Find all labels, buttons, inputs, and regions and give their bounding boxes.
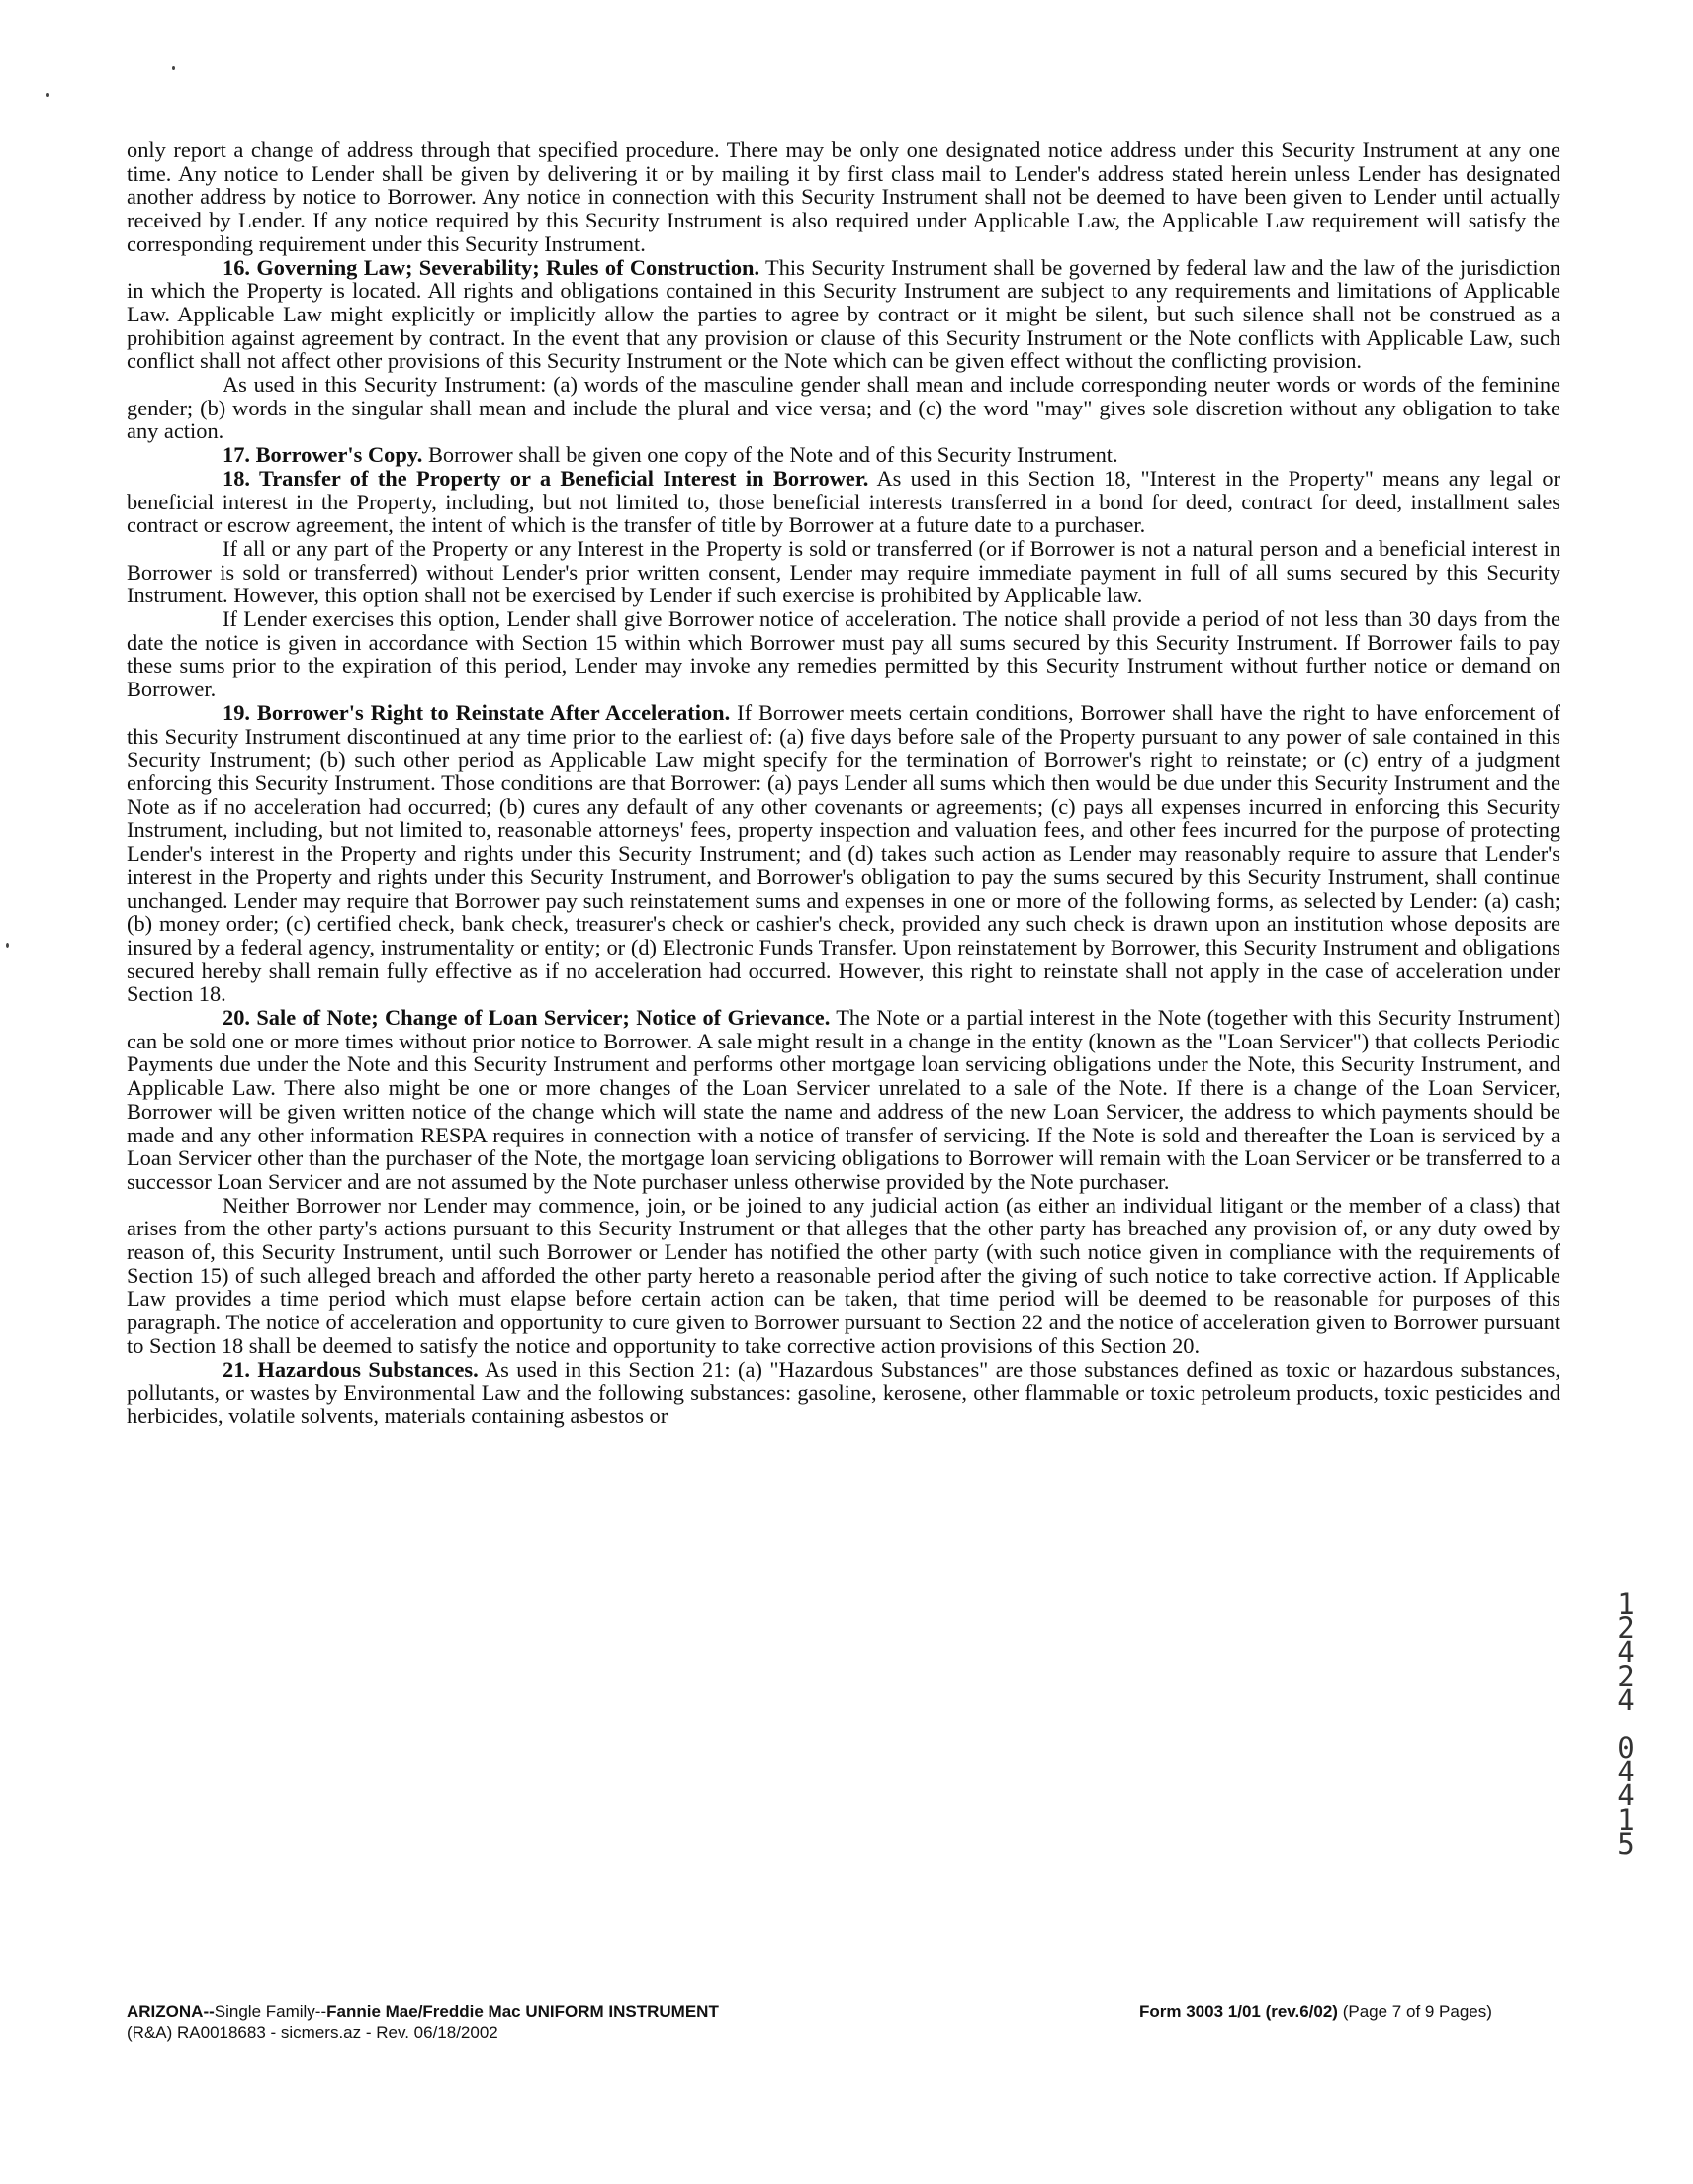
- scan-speck: [172, 66, 175, 70]
- paragraph: If all or any part of the Property or any Interest in the Property is sold or transferred (or if Borrower is not a natural person and a beneficial interest in Borrower is sold or transferred) without Lender's prior written consent, Lender may require immediate payment in full of all sums secured by this Security Instrument. However, this option shall not be exercised by Lender if such exercise is prohibited by Applicable law.: [127, 535, 1560, 608]
- footer-form-identifier: [127, 2001, 719, 2043]
- footer-revision: (R&A) RA0018683 - sicmers.az - Rev. 06/18/2002: [127, 2023, 498, 2042]
- recording-number-stamp: 1 2 4 2 4 0 4 4 1 5: [1617, 1588, 1635, 1861]
- footer-page-info: [1139, 2001, 1492, 2022]
- document-body: [127, 138, 1560, 1428]
- paragraph: 19. Borrower's Right to Reinstate After Acceleration. If Borrower meets certain conditions, Borrower shall have the right to have enforcement of this Security Instrument discontinued at any time prior to the earliest of: (a) five days before sale of the Property pursuant to any power of sale contained in this Security Instrument; (b) such other period as Applicable Law might specify for the termination of Borrower's right to reinstate; or (c) entry of a judgment enforcing this Security Instrument. Those conditions are that Borrower: (a) pays Lender all sums which then would be due under this Security Instrument and the Note as if no acceleration had occurred; (b) cures any default of any other covenants or agreements; (c) pays all expenses incurred in enforcing this Security Instrument, including, but not limited to, reasonable attorneys' fees, property inspection and valuation fees, and other fees incurred for the purpose of protecting Lender's interest in the Property and rights under this Security Instrument; and (d) takes such action as Lender may reasonably require to assure that Lender's interest in the Property and rights under this Security Instrument, and Borrower's obligation to pay the sums secured by this Security Instrument, shall continue unchanged. Lender may require that Borrower pay such reinstatement sums and expenses in one or more of the following forms, as selected by Lender: (a) cash; (b) money order; (c) certified check, bank check, treasurer's check or cashier's check, provided any such check is drawn upon an institution whose deposits are insured by a federal agency, instrumentality or entity; or (d) Electronic Funds Transfer. Upon reinstatement by Borrower, this Security Instrument and obligations secured hereby shall remain fully effective as if no acceleration had occurred. However, this right to reinstate shall not apply in the case of acceleration under Section 18.: [127, 699, 1561, 1007]
- section-heading: 16. Governing Law; Severability; Rules of Construction.: [223, 254, 760, 280]
- section-heading: 17. Borrower's Copy.: [223, 442, 423, 468]
- scan-speck: [46, 93, 49, 97]
- paragraph: only report a change of address through that specified procedure. There may be only one designated notice address under this Security Instrument at any one time. Any notice to Lender shall be given by delivering it or by mailing it by first class mail to Lender's address stated herein unless Lender has designated another address by notice to Borrower. Any notice in connection with this Security Instrument shall not be deemed to have been given to Lender until actually received by Lender. If any notice required by this Security Instrument is also required under Applicable Law, the Applicable Law requirement will satisfy the corresponding requirement under this Security Instrument.: [127, 137, 1560, 256]
- paragraph: 16. Governing Law; Severability; Rules of Construction. This Security Instrument shall be governed by federal law and the law of the jurisdiction in which the Property is located. All rights and obligations contained in this Security Instrument are subject to any requirements and limitations of Applicable Law. Applicable Law might explicitly or implicitly allow the parties to agree by contract or it might be silent, but such silence shall not be construed as a prohibition against agreement by contract. In the event that any provision or clause of this Security Instrument or the Note conflicts with Applicable Law, such conflict shall not affect other provisions of this Security Instrument or the Note which can be given effect without the conflicting provision.: [127, 254, 1560, 374]
- section-heading: 19. Borrower's Right to Reinstate After Acceleration.: [223, 699, 731, 725]
- paragraph: If Lender exercises this option, Lender shall give Borrower notice of acceleration. The notice shall provide a period of not less than 30 days from the date the notice is given in accordance with Section 15 within which Borrower must pay all sums secured by this Security Instrument. If Borrower fails to pay these sums prior to the expiration of this period, Lender may invoke any remedies permitted by this Security Instrument without further notice or demand on Borrower.: [127, 606, 1560, 702]
- paragraph: 21. Hazardous Substances. As used in this Section 21: (a) "Hazardous Substances" are those substances defined as toxic or hazardous substances, pollutants, or wastes by Environmental Law and the following substances: gasoline, kerosene, other flammable or toxic petroleum products, toxic pesticides and herbicides, volatile solvents, materials containing asbestos or: [127, 1356, 1560, 1428]
- paragraph: 18. Transfer of the Property or a Beneficial Interest in Borrower. As used in this Section 18, "Interest in the Property" means any legal or beneficial interest in the Property, including, but not limited to, those beneficial interests transferred in a bond for deed, contract for deed, installment sales contract or escrow agreement, the intent of which is the transfer of title by Borrower at a future date to a purchaser.: [127, 465, 1560, 538]
- section-heading: 21. Hazardous Substances.: [223, 1356, 479, 1382]
- paragraph: As used in this Security Instrument: (a) words of the masculine gender shall mean and include corresponding neuter words or words of the feminine gender; (b) words in the singular shall mean and include the plural and vice versa; and (c) the word "may" gives sole discretion without any obligation to take any action.: [127, 372, 1560, 444]
- scan-speck: [6, 943, 9, 948]
- footer-page-number: (Page 7 of 9 Pages): [1342, 2002, 1492, 2021]
- paragraph: 20. Sale of Note; Change of Loan Servicer; Notice of Grievance. The Note or a partial interest in the Note (together with this Security Instrument) can be sold one or more times without prior notice to Borrower. A sale might result in a change in the entity (known as the "Loan Servicer") that collects Periodic Payments due under the Note and this Security Instrument and performs other mortgage loan servicing obligations under the Note, this Security Instrument, and Applicable Law. There also might be one or more changes of the Loan Servicer unrelated to a sale of the Note. If there is a change of the Loan Servicer, Borrower will be given written notice of the change which will state the name and address of the new Loan Servicer, the address to which payments should be made and any other information RESPA requires in connection with a notice of transfer of servicing. If the Note is sold and thereafter the Loan is serviced by a Loan Servicer other than the purchaser of the Note, the mortgage loan servicing obligations to Borrower will remain with the Loan Servicer or be transferred to a successor Loan Servicer and are not assumed by the Note purchaser unless otherwise provided by the Note purchaser.: [127, 1005, 1560, 1194]
- section-heading: 20. Sale of Note; Change of Loan Servicer; Notice of Grievance.: [223, 1005, 831, 1031]
- footer-form-number: Form 3003 1/01 (rev.6/02): [1139, 2002, 1338, 2021]
- section-heading: 18. Transfer of the Property or a Beneficial Interest in Borrower.: [223, 465, 869, 491]
- paragraph: Neither Borrower nor Lender may commence, join, or be joined to any judicial action (as either an individual litigant or the member of a class) that arises from the other party's actions pursuant to this Security Instrument or that alleges that the other party has breached any provision of, or any duty owed by reason of, this Security Instrument, until such Borrower or Lender has notified the other party (with such notice given in compliance with the requirements of Section 15) of such alleged breach and afforded the other party hereto a reasonable period after the giving of such notice to take corrective action. If Applicable Law provides a time period which must elapse before certain action can be taken, that time period will be deemed to be reasonable for purposes of this paragraph. The notice of acceleration and opportunity to cure given to Borrower pursuant to Section 22 and the notice of acceleration given to Borrower pursuant to Section 18 shall be deemed to satisfy the notice and opportunity to take corrective action provisions of this Section 20.: [127, 1192, 1560, 1358]
- footer-instrument-title: ARIZONA--Single Family--Fannie Mae/Freddie Mac UNIFORM INSTRUMENT: [127, 2002, 719, 2021]
- paragraph: 17. Borrower's Copy. Borrower shall be given one copy of the Note and of this Security Instrument.: [223, 442, 1118, 468]
